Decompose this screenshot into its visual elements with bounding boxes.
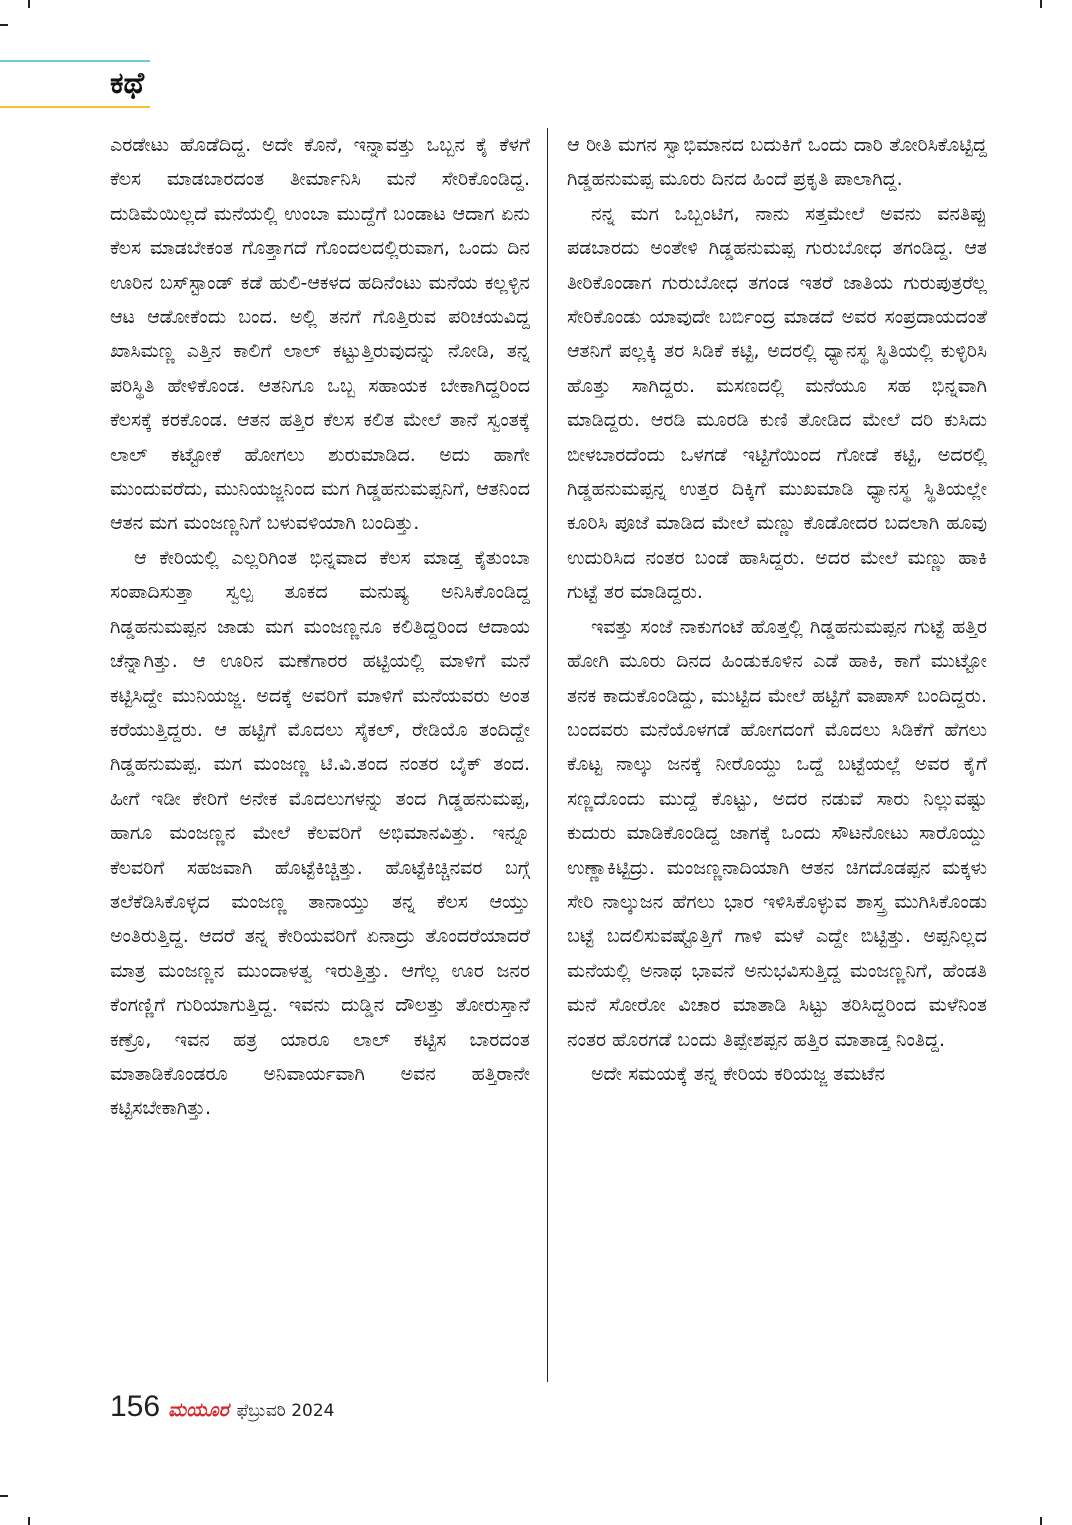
article-paragraph: ಅದೇ ಸಮಯಕ್ಕೆ ತನ್ನ ಕೇರಿಯ ಕರಿಯಜ್ಜ ತಮಟೆನ (591, 1062, 886, 1085)
header-accent-rule-top (0, 60, 150, 62)
crop-mark-bottom-left (28, 1517, 30, 1525)
section-title: ಕಥೆ (110, 66, 145, 101)
crop-mark-left-lower (0, 1495, 8, 1497)
article-paragraph: ಎರಡೇಟು ಹೊಡೆದಿದ್ದ. ಅದೇ ಕೊನೆ, ಇನ್ನಾವತ್ತು ಒಬ್ಬನ ಕೈ ಕೆಳಗೆ ಕೆಲಸ ಮಾಡಬಾರದಂತ ತೀರ್ಮಾನಿಸಿ ಮನೆ ಸೇರಿಕೊಂಡಿದ್ದ. ದುಡಿಮೆಯಿಲ್ಲದೆ ಮನೆಯಲ್ಲಿ ಉಂಬಾ ಮುದ್ದೆಗೆ ಬಂಡಾಟ ಆದಾಗ ಏನು ಕೆಲಸ ಮಾಡಬೇಕಂತ ಗೊತ್ತಾಗದೆ ಗೊಂದಲದಲ್ಲಿರುವಾಗ, ಒಂದು ದಿನ ಊರಿನ ಬಸ್‌ಸ್ಟಾಂಡ್ ಕಡೆ ಹುಲಿ-ಆಕಳದ ಹದಿನೆಂಟು ಮನೆಯ ಕಲ್ಲಳ್ಳಿನ ಆಟ ಆಡೋಕೆಂದು ಬಂದ. ಅಲ್ಲಿ ತನಗೆ ಗೊತ್ತಿರುವ ಪರಿಚಯವಿದ್ದ ಖಾಸಿಮಣ್ಣ ಎತ್ತಿನ ಕಾಲಿಗೆ ಲಾಲ್ ಕಟ್ಟುತ್ತಿರುವುದನ್ನು ನೋಡಿ, ತನ್ನ ಪರಿಸ್ಥಿತಿ ಹೇಳಿಕೊಂಡ. ಆತನಿಗೂ ಒಬ್ಬ ಸಹಾಯಕ ಬೇಕಾಗಿದ್ದರಿಂದ ಕೆಲಸಕ್ಕೆ ಕರಕೊಂಡ. ಆತನ ಹತ್ತಿರ ಕೆಲಸ ಕಲಿತ ಮೇಲೆ ತಾನೆ ಸ್ವಂತಕ್ಕೆ ಲಾಲ್ ಕಟ್ಟೋಕೆ ಹೋಗಲು ಶುರುಮಾಡಿದ. ಅದು ಹಾಗೇ ಮುಂದುವರೆದು, ಮುನಿಯಜ್ಜನಿಂದ ಮಗ ಗಿಡ್ಡಹನುಮಪ್ಪನಿಗೆ, ಆತನಿಂದ ಆತನ ಮಗ ಮಂಜಣ್ಣನಿಗೆ ಬಳುವಳಿಯಾಗಿ ಬಂದಿತ್ತು. (110, 134, 530, 535)
article-paragraph: ಇವತ್ತು ಸಂಜೆ ನಾಕುಗಂಟೆ ಹೊತ್ತಲ್ಲಿ ಗಿಡ್ಡಹನುಮಪ್ಪನ ಗುಟ್ಟೆ ಹತ್ತಿರ ಹೋಗಿ ಮೂರು ದಿನದ ಹಿಂಡುಕೂಳಿನ ಎಡೆ ಹಾಕಿ, ಕಾಗೆ ಮುಟ್ಟೋ ತನಕ ಕಾದುಕೊಂಡಿದ್ದು, ಮುಟ್ಟಿದ ಮೇಲೆ ಹಟ್ಟಿಗೆ ವಾಪಾಸ್ ಬಂದಿದ್ದರು. ಬಂದವರು ಮನೆಯೊಳಗಡೆ ಹೋಗದಂಗೆ ಮೊದಲು ಸಿಡಿಕೆಗೆ ಹೆಗಲು ಕೊಟ್ಟ ನಾಲ್ಕು ಜನಕ್ಕೆ ನೀರೊಯ್ದು ಒದ್ದೆ ಬಟ್ಟೆಯಲ್ಲೆ ಅವರ ಕೈಗೆ ಸಣ್ಣದೊಂದು ಮುದ್ದೆ ಕೊಟ್ಟು, ಅದರ ನಡುವೆ ಸಾರು ನಿಲ್ಲುವಷ್ಟು ಕುದುರು ಮಾಡಿಕೊಂಡಿದ್ದ ಜಾಗಕ್ಕೆ ಒಂದು ಸೌಟನೋಟು ಸಾರೊಯ್ದು ಉಣ್ಣಾಕಿಟ್ಟಿದ್ರು. ಮಂಜಣ್ಣನಾದಿಯಾಗಿ ಆತನ ಚಿಗದೊಡಪ್ಪನ ಮಕ್ಕಳು ಸೇರಿ ನಾಲ್ಕುಜನ ಹೆಗಲು ಭಾರ ಇಳಿಸಿಕೊಳ್ಳುವ ಶಾಸ್ತ್ರ ಮುಗಿಸಿಕೊಂಡು ಬಟ್ಟೆ ಬದಲಿಸುವಷ್ಟೊತ್ತಿಗೆ ಗಾಳಿ ಮಳೆ ಎದ್ದೇ ಬಿಟ್ಟಿತ್ತು. ಅಪ್ಪನಿಲ್ಲದ ಮನೆಯಲ್ಲಿ ಅನಾಥ ಭಾವನೆ ಅನುಭವಿಸುತ್ತಿದ್ದ ಮಂಜಣ್ಣನಿಗೆ, ಹೆಂಡತಿ ಮನೆ ಸೋರೋ ವಿಚಾರ ಮಾತಾಡಿ ಸಿಟ್ಟು ತರಿಸಿದ್ದರಿಂದ ಮಳೆನಿಂತ ನಂತರ ಹೊರಗಡೆ ಬಂದು ತಿಪ್ಪೇಶಪ್ಪನ ಹತ್ತಿರ ಮಾತಾಡ್ತ ನಿಂತಿದ್ದ. (567, 615, 987, 1051)
crop-mark-top-right (1040, 0, 1042, 8)
crop-mark-left-upper (0, 24, 8, 26)
article-column-right (567, 128, 987, 1382)
crop-mark-top-left (28, 0, 30, 8)
magazine-logo: ಮಯೂರ (168, 1399, 229, 1421)
article-paragraph: ಆ ಕೇರಿಯಲ್ಲಿ ಎಲ್ಲರಿಗಿಂತ ಭಿನ್ನವಾದ ಕೆಲಸ ಮಾಡ್ತ ಕೈತುಂಬಾ ಸಂಪಾದಿಸುತ್ತಾ ಸ್ವಲ್ಪ ತೂಕದ ಮನುಷ್ಯ ಅನಿಸಿಕೊಂಡಿದ್ದ ಗಿಡ್ಡಹನುಮಪ್ಪನ ಜಾಡು ಮಗ ಮಂಜಣ್ಣನೂ ಕಲಿತಿದ್ದರಿಂದ ಆದಾಯ ಚೆನ್ನಾಗಿತ್ತು. ಆ ಊರಿನ ಮಣೆಗಾರರ ಹಟ್ಟಿಯಲ್ಲಿ ಮಾಳಿಗೆ ಮನೆ ಕಟ್ಟಿಸಿದ್ದೇ ಮುನಿಯಜ್ಜ. ಅದಕ್ಕೆ ಅವರಿಗೆ ಮಾಳಿಗೆ ಮನೆಯವರು ಅಂತ ಕರೆಯುತ್ತಿದ್ದರು. ಆ ಹಟ್ಟಿಗೆ ಮೊದಲು ಸೈಕಲ್, ರೇಡಿಯೊ ತಂದಿದ್ದೇ ಗಿಡ್ಡಹನುಮಪ್ಪ. ಮಗ ಮಂಜಣ್ಣ ಟಿ.ವಿ.ತಂದ ನಂತರ ಬೈಕ್ ತಂದ. ಹೀಗೆ ಇಡೀ ಕೇರಿಗೆ ಅನೇಕ ಮೊದಲುಗಳನ್ನು ತಂದ ಗಿಡ್ಡಹನುಮಪ್ಪ, ಹಾಗೂ ಮಂಜಣ್ಣನ ಮೇಲೆ ಕೆಲವರಿಗೆ ಅಭಿಮಾನವಿತ್ತು. ಇನ್ನೂ ಕೆಲವರಿಗೆ ಸಹಜವಾಗಿ ಹೊಟ್ಟೆಕಿಚ್ಚಿತ್ತು. ಹೊಟ್ಟೆಕಿಚ್ಚಿನವರ ಬಗ್ಗೆ ತಲೆಕೆಡಿಸಿಕೊಳ್ಳದ ಮಂಜಣ್ಣ ತಾನಾಯ್ತು ತನ್ನ ಕೆಲಸ ಆಯ್ತು ಅಂತಿರುತ್ತಿದ್ದ. ಆದರೆ ತನ್ನ ಕೇರಿಯವರಿಗೆ ಏನಾದ್ರು ತೊಂದರೆಯಾದರೆ ಮಾತ್ರ ಮಂಜಣ್ಣನ ಮುಂದಾಳತ್ವ ಇರುತ್ತಿತ್ತು. ಆಗೆಲ್ಲ ಊರ ಜನರ ಕೆಂಗಣ್ಣಿಗೆ ಗುರಿಯಾಗುತ್ತಿದ್ದ. ಇವನು ದುಡ್ಡಿನ ದೌಲತ್ತು ತೋರುಸ್ತಾನೆ ಕಣ್ರೊ, ಇವನ ಹತ್ರ ಯಾರೂ ಲಾಲ್ ಕಟ್ಟಿಸ ಬಾರದಂತ ಮಾತಾಡಿಕೊಂಡರೂ ಅನಿವಾರ್ಯವಾಗಿ ಅವನ ಹತ್ತಿರಾನೇ ಕಟ್ಟಿಸಬೇಕಾಗಿತ್ತು. (110, 546, 530, 1120)
page-number: 156 (110, 1390, 161, 1423)
article-paragraph: ನನ್ನ ಮಗ ಒಬ್ಬಂಟಿಗ, ನಾನು ಸತ್ತಮೇಲೆ ಅವನು ವನತಿಪ್ಪು ಪಡಬಾರದು ಅಂತೇಳಿ ಗಿಡ್ಡಹನುಮಪ್ಪ ಗುರುಬೋಧ ತಗಂಡಿದ್ದ. ಆತ ತೀರಿಕೊಂಡಾಗ ಗುರುಬೋಧ ತಗಂಡ ಇತರೆ ಜಾತಿಯ ಗುರುಪುತ್ರರೆಲ್ಲ ಸೇರಿಕೊಂಡು ಯಾವುದೇ ಬರ್ಬಿಂದ್ರ ಮಾಡದೆ ಅವರ ಸಂಪ್ರದಾಯದಂತೆ ಆತನಿಗೆ ಪಲ್ಲಕ್ಕಿ ತರ ಸಿಡಿಕೆ ಕಟ್ಟಿ, ಅದರಲ್ಲಿ ಧ್ಯಾನಸ್ಥ ಸ್ಥಿತಿಯಲ್ಲಿ ಕುಳ್ಳಿರಿಸಿ ಹೊತ್ತು ಸಾಗಿದ್ದರು. ಮಸಣದಲ್ಲಿ ಮನೆಯೂ ಸಹ ಭಿನ್ನವಾಗಿ ಮಾಡಿದ್ದರು. ಆರಡಿ ಮೂರಡಿ ಕುಣಿ ತೋಡಿದ ಮೇಲೆ ದರಿ ಕುಸಿದು ಬೀಳಬಾರದೆಂದು ಒಳಗಡೆ ಇಟ್ಟಿಗೆಯಿಂದ ಗೋಡೆ ಕಟ್ಟಿ, ಅದರಲ್ಲಿ ಗಿಡ್ಡಹನುಮಪ್ಪನ್ನ ಉತ್ತರ ದಿಕ್ಕಿಗೆ ಮುಖಮಾಡಿ ಧ್ಯಾನಸ್ಥ ಸ್ಥಿತಿಯಲ್ಲೇ ಕೂರಿಸಿ ಪೂಜೆ ಮಾಡಿದ ಮೇಲೆ ಮಣ್ಣು ಕೊಡೋದರ ಬದಲಾಗಿ ಹೂವು ಉದುರಿಸಿದ ನಂತರ ಬಂಡೆ ಹಾಸಿದ್ದರು. ಅದರ ಮೇಲೆ ಮಣ್ಣು ಹಾಕಿ ಗುಟ್ಟೆ ತರ ಮಾಡಿದ್ದರು. (567, 202, 987, 604)
header-accent-rule-bottom (0, 106, 150, 108)
article-paragraph: ಆ ರೀತಿ ಮಗನ ಸ್ವಾಭಿಮಾನದ ಬದುಕಿಗೆ ಒಂದು ದಾರಿ ತೋರಿಸಿಕೊಟ್ಟಿದ್ದ ಗಿಡ್ಡಹನುಮಪ್ಪ ಮೂರು ದಿನದ ಹಿಂದೆ ಪ್ರಕೃತಿ ಪಾಲಾಗಿದ್ದ. (567, 134, 987, 191)
issue-date: ಫೆಬ್ರುವರಿ 2024 (236, 1401, 335, 1421)
article-column-left (110, 128, 530, 1382)
page-footer (110, 1390, 334, 1430)
crop-mark-bottom-right (1040, 1517, 1042, 1525)
column-divider (547, 128, 548, 1382)
